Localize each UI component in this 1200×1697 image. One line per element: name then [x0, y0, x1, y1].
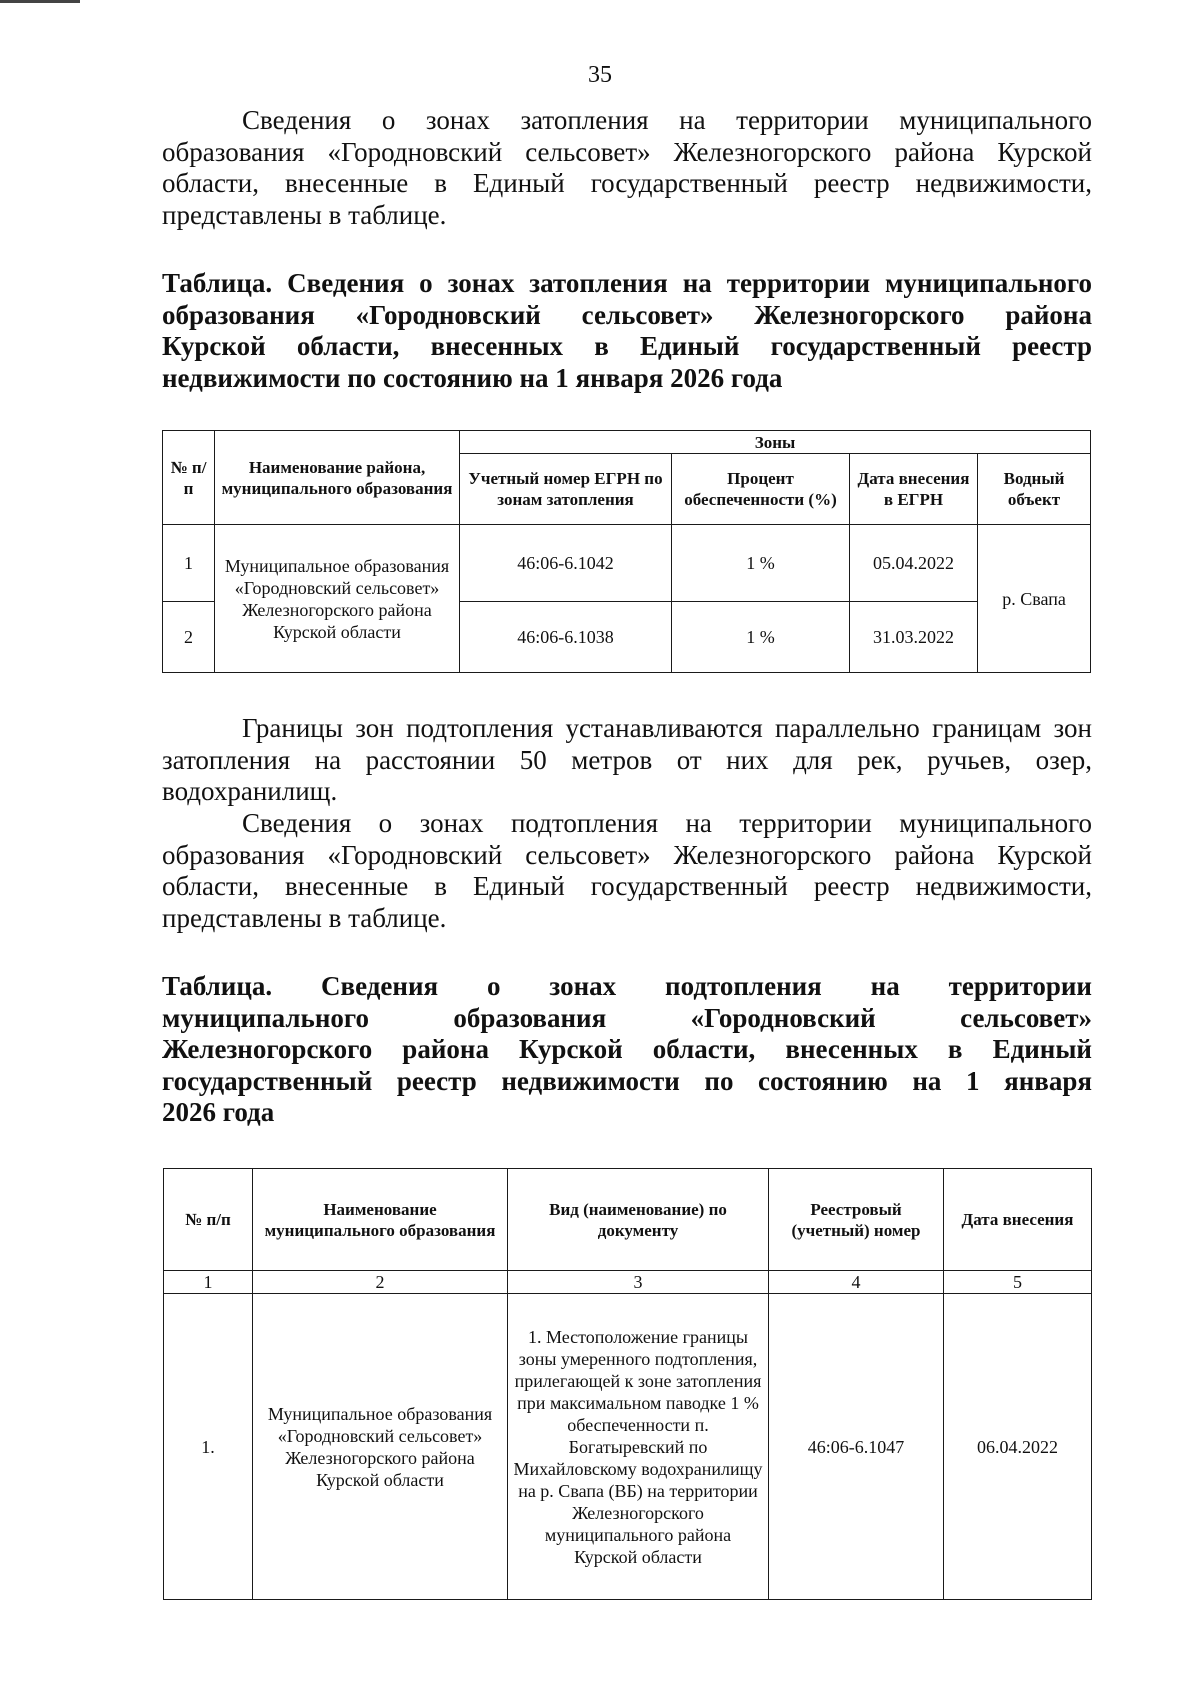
table1-title-line: образования «Городновский сельсовет» Железногорского района [162, 299, 1092, 330]
cell-egrn: 46:06-6.1042 [460, 525, 672, 602]
table2-title-line: Таблица. Сведения о зонах подтопления на территории [162, 971, 1092, 1001]
table1-title-line: недвижимости по состоянию на 1 января 2026 года [162, 362, 783, 393]
cell-municipality: Муниципальное образования «Городновский сельсовет» Железногорского района Курской области [253, 1294, 508, 1600]
column-number: 3 [508, 1271, 769, 1294]
header-registry-number: Реестровый (учетный) номер [769, 1169, 944, 1271]
cell-num: 1. [164, 1294, 253, 1600]
header-num: № п/п [164, 1169, 253, 1271]
table-row [164, 1294, 1092, 1600]
header-date: Дата внесения в ЕГРН [850, 454, 978, 525]
cell-water-object: р. Свапа [978, 525, 1091, 673]
table2-title [162, 971, 1092, 1129]
header-district-name: Наименование района, муниципального образования [215, 431, 460, 525]
cell-registry-number: 46:06-6.1047 [769, 1294, 944, 1600]
paragraph-underflooding-intro: Сведения о зонах подтопления на территории муниципального образования «Городновский сельсовет» Железногорского района Курской области, внесенные в Единый государственный реестр недвижимости, представлены в таблице. [162, 808, 1092, 933]
header-percent: Процент обеспеченности (%) [672, 454, 850, 525]
cell-num: 2 [163, 602, 215, 673]
cell-percent: 1 % [672, 525, 850, 602]
table2-title-line: муниципального образования «Городновский сельсовет» [162, 1002, 1092, 1033]
table2-title-line: Железногорского района Курской области, внесенных в Единый [162, 1034, 1092, 1064]
table1-title-line: Таблица. Сведения о зонах затопления на территории муниципального [162, 268, 1092, 298]
header-water-object: Водный объект [978, 454, 1091, 525]
header-zones: Зоны [460, 431, 1091, 454]
underflooding-zones-table [163, 1168, 1092, 1600]
cell-document-type: 1. Местоположение границы зоны умеренного подтопления, прилегающей к зоне затопления при максимальном паводке 1 % обеспеченности п. Богатыревский по Михайловскому водохранилищу на р. Свапа (ВБ) на территории Железногорского муниципального района Курской области [508, 1294, 769, 1600]
paragraph-underflooding-boundaries: Границы зон подтопления устанавливаются параллельно границам зон затопления на расстоянии 50 метров от них для рек, ручьев, озер, водохранилищ. [162, 713, 1092, 806]
column-number: 4 [769, 1271, 944, 1294]
cell-egrn: 46:06-6.1038 [460, 602, 672, 673]
cell-entry-date: 06.04.2022 [944, 1294, 1092, 1600]
cell-percent: 1 % [672, 602, 850, 673]
table2-title-line: государственный реестр недвижимости по состоянию на 1 января [162, 1065, 1092, 1096]
table1-title-line: Курской области, внесенных в Единый государственный реестр [162, 331, 1092, 361]
column-numbers-row [164, 1271, 1092, 1294]
table-row [163, 525, 1091, 602]
page-number: 35 [588, 62, 612, 88]
scan-edge-mark [0, 0, 80, 3]
table2-title-line: 2026 года [162, 1097, 275, 1127]
column-number: 5 [944, 1271, 1092, 1294]
header-municipality-name: Наименование муниципального образования [253, 1169, 508, 1271]
header-egrn-number: Учетный номер ЕГРН по зонам затопления [460, 454, 672, 525]
cell-date: 05.04.2022 [850, 525, 978, 602]
header-document-type: Вид (наименование) по документу [508, 1169, 769, 1271]
column-number: 2 [253, 1271, 508, 1294]
cell-date: 31.03.2022 [850, 602, 978, 673]
paragraph-flood-zones-intro: Сведения о зонах затопления на территории муниципального образования «Городновский сельсовет» Железногорского района Курской области, внесенные в Единый государственный реестр недвижимости, представлены в таблице. [162, 105, 1092, 230]
cell-num: 1 [163, 525, 215, 602]
flood-zones-table [162, 430, 1091, 673]
header-num: № п/п [163, 431, 215, 525]
header-entry-date: Дата внесения [944, 1169, 1092, 1271]
cell-municipality: Муниципальное образования «Городновский сельсовет» Железногорского района Курской области [215, 525, 460, 673]
column-number: 1 [164, 1271, 253, 1294]
table1-title [162, 268, 1092, 394]
